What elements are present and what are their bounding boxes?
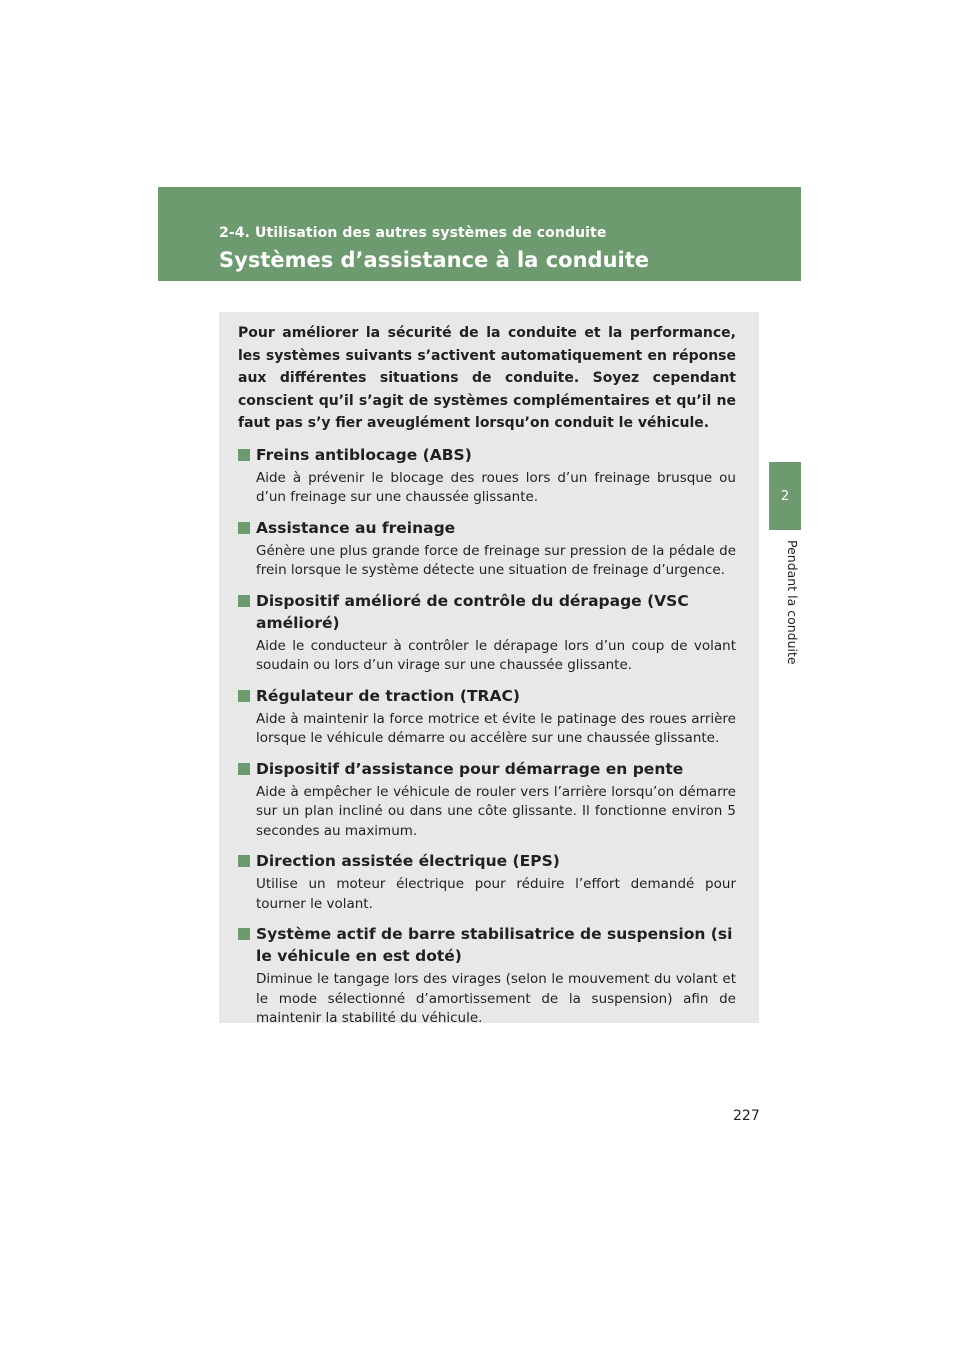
item-title xyxy=(238,590,736,634)
item-title-text: Régulateur de traction (TRAC) xyxy=(256,686,520,705)
item-title-text: Direction assistée électrique (EPS) xyxy=(256,852,560,871)
item-description: Aide à maintenir la force motrice et évite le patinage des roues arrière lorsque le véhicule démarre ou accélère sur une chaussée glissante. xyxy=(256,710,736,747)
list-item xyxy=(238,923,736,1029)
item-title-text: Dispositif amélioré de contrôle du dérapage (VSC amélioré) xyxy=(256,591,689,632)
square-bullet-icon xyxy=(238,928,250,940)
item-title xyxy=(238,923,736,967)
content-box xyxy=(219,312,759,1027)
square-bullet-icon xyxy=(238,690,250,702)
list-item xyxy=(238,850,736,914)
item-title xyxy=(238,758,736,780)
item-title xyxy=(238,850,736,872)
page-number: 227 xyxy=(733,1108,760,1124)
item-title-text: Freins antiblocage (ABS) xyxy=(256,445,472,464)
page-title: Systèmes d’assistance à la conduite xyxy=(219,248,650,272)
square-bullet-icon xyxy=(238,595,250,607)
item-description: Utilise un moteur électrique pour réduire l’effort demandé pour tourner le volant. xyxy=(256,876,736,912)
square-bullet-icon xyxy=(238,855,250,867)
list-item xyxy=(238,685,736,749)
list-item xyxy=(238,444,736,508)
chapter-tab[interactable] xyxy=(769,462,801,530)
square-bullet-icon xyxy=(238,763,250,775)
item-description: Aide à empêcher le véhicule de rouler vers l’arrière lorsqu’on démarre sur un plan incliné ou dans une côte glissante. Il fonctionne environ 5 secondes au maximum. xyxy=(256,783,736,839)
square-bullet-icon xyxy=(238,522,250,534)
item-title-text: Assistance au freinage xyxy=(256,518,456,537)
chapter-number: 2 xyxy=(780,488,790,504)
list-item xyxy=(238,758,736,842)
item-description: Diminue le tangage lors des virages (selon le mouvement du volant et le mode sélectionné d’amortissement de la suspension) afin de maintenir la stabilité du véhicule. xyxy=(256,971,736,1027)
item-title-text: Dispositif d’assistance pour démarrage en pente xyxy=(256,759,684,778)
item-description: Aide le conducteur à contrôler le dérapage lors d’un coup de volant soudain ou lors d’un virage sur une chaussée glissante. xyxy=(256,637,736,674)
chapter-header xyxy=(158,187,801,281)
section-label: 2-4. Utilisation des autres systèmes de conduite xyxy=(219,225,607,241)
list-item xyxy=(238,590,736,676)
list-item xyxy=(238,517,736,581)
item-title xyxy=(238,685,736,707)
item-description: Aide à prévenir le blocage des roues lors d’un freinage brusque ou d’un freinage sur une chaussée glissante. xyxy=(256,469,736,506)
item-description: Génère une plus grande force de freinage sur pression de la pédale de frein lorsque le système détecte une situation de freinage d’urgence. xyxy=(256,542,736,579)
item-title-text: Système actif de barre stabilisatrice de suspension (si le véhicule en est doté) xyxy=(256,925,733,966)
chapter-label: Pendant la conduite xyxy=(785,540,800,665)
item-title xyxy=(238,517,736,539)
square-bullet-icon xyxy=(238,449,250,461)
item-title xyxy=(238,444,736,466)
intro-text: Pour améliorer la sécurité de la conduite et la performance, les systèmes suivants s’activent automatiquement en réponse aux différentes situations de conduite. Soyez cependant conscient qu’il s’agit de systèmes complémentaires et qu’il ne faut pas s’y fier aveuglément lorsqu’on conduit le véhicule. xyxy=(238,325,736,432)
